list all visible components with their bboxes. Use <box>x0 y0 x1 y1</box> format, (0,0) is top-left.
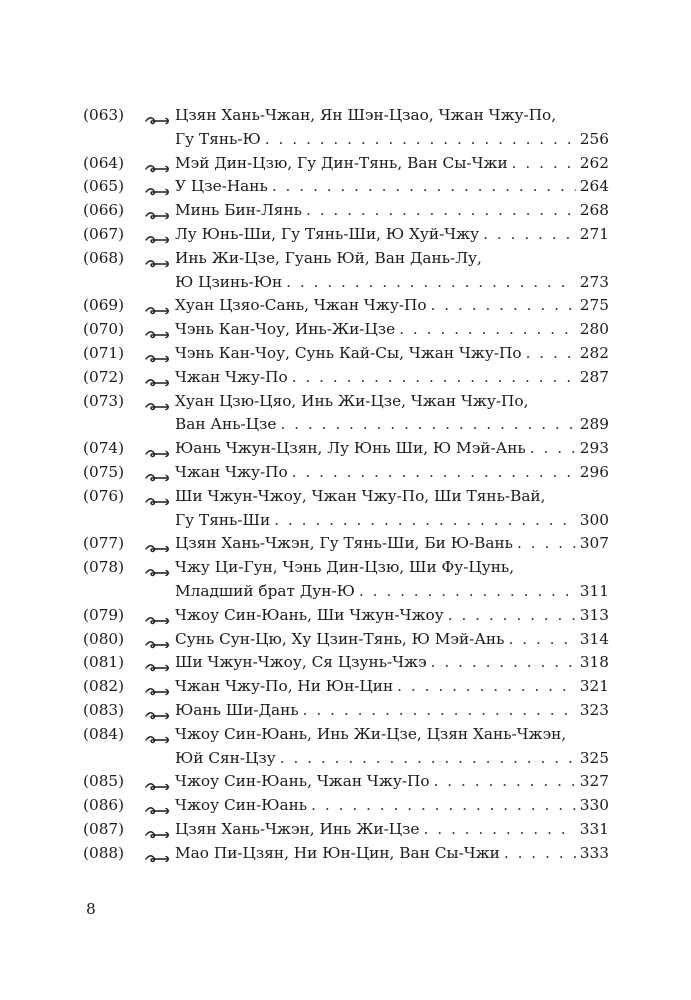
entry-page: 333 <box>579 843 609 862</box>
entry-page: 327 <box>579 772 609 791</box>
swirl-ornament-icon <box>145 349 171 361</box>
swirl-ornament-icon <box>145 777 171 789</box>
entry-number: (065) <box>83 177 125 196</box>
dot-leader <box>504 842 576 866</box>
dot-leader <box>431 294 576 318</box>
toc-line <box>83 318 609 342</box>
dot-leader <box>280 747 576 771</box>
entry-title: Цзян Хань-Чжэн, Инь Жи-Цзе <box>175 819 420 838</box>
toc-line <box>83 818 609 842</box>
toc-line <box>83 294 609 318</box>
entry-title: Гу Тянь-Ши <box>175 510 271 529</box>
toc-entry <box>83 342 609 366</box>
dot-leader <box>359 580 576 604</box>
entry-number: (063) <box>83 106 125 124</box>
entry-text <box>175 342 609 366</box>
page-number: 8 <box>86 900 96 918</box>
toc-line <box>83 699 609 723</box>
entry-number: (076) <box>83 486 125 505</box>
entry-text <box>175 294 609 318</box>
entry-page: 323 <box>579 700 609 719</box>
entry-title: Ю Цзинь-Юн <box>175 272 283 291</box>
entry-title: Юй Сян-Цзу <box>175 748 276 767</box>
entry-number: (075) <box>83 462 125 481</box>
entry-page: 273 <box>579 272 609 291</box>
dot-leader <box>311 794 576 818</box>
toc-line <box>83 604 609 628</box>
entry-title: Инь Жи-Цзе, Гуань Юй, Ван Дань-Лу, <box>175 248 482 267</box>
toc-entry <box>83 628 609 652</box>
toc-line <box>83 128 609 152</box>
entry-title: Младший брат Дун-Ю <box>175 581 355 600</box>
entry-title: Сунь Сун-Цю, Ху Цзин-Тянь, Ю Мэй-Ань <box>175 629 505 648</box>
entry-title: Минь Бин-Лянь <box>175 201 302 220</box>
dot-leader <box>431 651 576 675</box>
toc-line <box>83 152 609 176</box>
toc-entry <box>83 294 609 318</box>
entry-title: У Цзе-Нань <box>175 177 268 196</box>
entry-number: (088) <box>83 843 125 862</box>
toc-entry <box>83 532 609 556</box>
entry-number: (074) <box>83 439 125 458</box>
swirl-ornament-icon <box>145 492 171 504</box>
entry-text <box>175 770 609 794</box>
entry-title: Чжоу Син-Юань, Ши Чжун-Чжоу <box>175 605 444 624</box>
dot-leader <box>303 699 576 723</box>
entry-page: 311 <box>579 581 609 600</box>
entry-title: Чжоу Син-Юань, Инь Жи-Цзе, Цзян Хань-Чжэн, <box>175 724 567 743</box>
entry-text <box>175 699 609 723</box>
entry-text <box>175 175 609 199</box>
entry-number: (069) <box>83 296 125 315</box>
entry-title: Ши Чжун-Чжоу, Чжан Чжу-По, Ши Тянь-Вай, <box>175 486 546 505</box>
swirl-ornament-icon <box>145 563 171 575</box>
swirl-ornament-icon <box>145 230 171 242</box>
swirl-ornament-icon <box>145 325 171 337</box>
entry-page: 314 <box>579 629 609 648</box>
dot-leader <box>265 128 576 152</box>
toc-line <box>83 532 609 556</box>
toc-line <box>83 366 609 390</box>
entry-page: 300 <box>579 510 609 529</box>
entry-text <box>175 271 609 295</box>
toc-entry <box>83 390 609 438</box>
entry-text <box>175 223 609 247</box>
entry-text <box>175 651 609 675</box>
entry-page: 321 <box>579 677 609 696</box>
toc-entry <box>83 604 609 628</box>
entry-text <box>175 413 609 437</box>
entry-text <box>175 628 609 652</box>
entry-number: (068) <box>83 248 125 267</box>
entry-title: Чжан Чжу-По <box>175 462 288 481</box>
entry-number: (067) <box>83 224 125 243</box>
dot-leader <box>399 318 576 342</box>
entry-text <box>175 247 609 271</box>
swirl-ornament-icon <box>145 825 171 837</box>
entry-title: Юань Чжун-Цзян, Лу Юнь Ши, Ю Мэй-Ань <box>175 439 526 458</box>
entry-page: 296 <box>579 462 609 481</box>
toc-line <box>83 770 609 794</box>
entry-number: (071) <box>83 343 125 362</box>
toc-line <box>83 199 609 223</box>
entry-number: (085) <box>83 772 125 791</box>
entry-title: Мэй Дин-Цзю, Гу Дин-Тянь, Ван Сы-Чжи <box>175 153 508 172</box>
entry-text <box>175 199 609 223</box>
entry-number: (066) <box>83 201 125 220</box>
dot-leader <box>483 223 576 247</box>
swirl-ornament-icon <box>145 730 171 742</box>
entry-text <box>175 461 609 485</box>
entry-text <box>175 580 609 604</box>
swirl-ornament-icon <box>145 206 171 218</box>
entry-text <box>175 747 609 771</box>
swirl-ornament-icon <box>145 301 171 313</box>
entry-title: Чэнь Кан-Чоу, Сунь Кай-Сы, Чжан Чжу-По <box>175 343 522 362</box>
dot-leader <box>526 342 576 366</box>
toc-line <box>83 723 609 747</box>
entry-title: Чжу Ци-Гун, Чэнь Дин-Цзю, Ши Фу-Цунь, <box>175 558 515 577</box>
entry-page: 271 <box>579 224 609 243</box>
entry-number: (078) <box>83 558 125 577</box>
entry-text <box>175 532 609 556</box>
entry-number: (081) <box>83 653 125 672</box>
entry-page: 307 <box>579 534 609 553</box>
toc-entry <box>83 770 609 794</box>
dot-leader <box>272 175 576 199</box>
dot-leader <box>508 628 575 652</box>
toc-line <box>83 271 609 295</box>
entry-title: Цзян Хань-Чжан, Ян Шэн-Цзао, Чжан Чжу-По, <box>175 106 557 124</box>
entry-number: (084) <box>83 724 125 743</box>
entry-text <box>175 794 609 818</box>
entry-number: (064) <box>83 153 125 172</box>
toc-entry <box>83 247 609 295</box>
table-of-contents <box>83 104 609 866</box>
entry-title: Гу Тянь-Ю <box>175 129 261 148</box>
entry-text <box>175 818 609 842</box>
entry-page: 289 <box>579 415 609 434</box>
toc-entry <box>83 104 609 152</box>
toc-line <box>83 651 609 675</box>
swirl-ornament-icon <box>145 611 171 623</box>
swirl-ornament-icon <box>145 658 171 670</box>
entry-page: 330 <box>579 796 609 815</box>
toc-line <box>83 342 609 366</box>
toc-entry <box>83 223 609 247</box>
dot-leader <box>397 675 576 699</box>
swirl-ornament-icon <box>145 159 171 171</box>
toc-entry <box>83 199 609 223</box>
swirl-ornament-icon <box>145 182 171 194</box>
toc-line <box>83 175 609 199</box>
entry-text <box>175 104 609 128</box>
entry-title: Чжан Чжу-По, Ни Юн-Цин <box>175 677 394 696</box>
dot-leader <box>448 604 576 628</box>
entry-text <box>175 842 609 866</box>
entry-page: 262 <box>579 153 609 172</box>
entry-page: 268 <box>579 201 609 220</box>
entry-number: (073) <box>83 391 125 410</box>
entry-text <box>175 675 609 699</box>
toc-entry <box>83 651 609 675</box>
entry-page: 264 <box>579 177 609 196</box>
entry-text <box>175 366 609 390</box>
toc-line <box>83 580 609 604</box>
swirl-ornament-icon <box>145 111 171 123</box>
swirl-ornament-icon <box>145 254 171 266</box>
entry-text <box>175 318 609 342</box>
toc-entry <box>83 794 609 818</box>
toc-line <box>83 104 609 128</box>
dot-leader <box>434 770 576 794</box>
toc-line <box>83 675 609 699</box>
entry-number: (087) <box>83 819 125 838</box>
toc-line <box>83 390 609 414</box>
toc-entry <box>83 437 609 461</box>
toc-line <box>83 247 609 271</box>
entry-text <box>175 723 609 747</box>
toc-line <box>83 485 609 509</box>
entry-number: (086) <box>83 796 125 815</box>
entry-page: 256 <box>579 129 609 148</box>
entry-title: Ши Чжун-Чжоу, Ся Цзунь-Чжэ <box>175 653 427 672</box>
swirl-ornament-icon <box>145 373 171 385</box>
dot-leader <box>286 271 576 295</box>
entry-title: Юань Ши-Дань <box>175 700 299 719</box>
dot-leader <box>292 366 576 390</box>
toc-line <box>83 509 609 533</box>
entry-title: Ван Ань-Цзе <box>175 415 277 434</box>
toc-entry <box>83 699 609 723</box>
toc-entry <box>83 318 609 342</box>
entry-number: (080) <box>83 629 125 648</box>
entry-number: (077) <box>83 534 125 553</box>
entry-page: 331 <box>579 819 609 838</box>
entry-title: Хуан Цзяо-Сань, Чжан Чжу-По <box>175 296 427 315</box>
entry-page: 313 <box>579 605 609 624</box>
toc-line <box>83 437 609 461</box>
swirl-ornament-icon <box>145 801 171 813</box>
swirl-ornament-icon <box>145 682 171 694</box>
toc-entry <box>83 818 609 842</box>
entry-page: 318 <box>579 653 609 672</box>
toc-entry <box>83 723 609 771</box>
entry-number: (072) <box>83 367 125 386</box>
swirl-ornament-icon <box>145 635 171 647</box>
entry-title: Хуан Цзю-Цяо, Инь Жи-Цзе, Чжан Чжу-По, <box>175 391 529 410</box>
entry-text <box>175 128 609 152</box>
toc-line <box>83 413 609 437</box>
toc-line <box>83 461 609 485</box>
entry-title: Чжоу Син-Юань, Чжан Чжу-По <box>175 772 430 791</box>
entry-title: Лу Юнь-Ши, Гу Тянь-Ши, Ю Хуй-Чжу <box>175 224 480 243</box>
entry-title: Чэнь Кан-Чоу, Инь-Жи-Цзе <box>175 320 396 339</box>
swirl-ornament-icon <box>145 849 171 861</box>
dot-leader <box>517 532 576 556</box>
entry-page: 287 <box>579 367 609 386</box>
toc-line <box>83 794 609 818</box>
entry-text <box>175 437 609 461</box>
toc-entry <box>83 556 609 604</box>
toc-entry <box>83 152 609 176</box>
toc-entry <box>83 175 609 199</box>
toc-line <box>83 747 609 771</box>
entry-text <box>175 152 609 176</box>
toc-entry <box>83 675 609 699</box>
dot-leader <box>292 461 576 485</box>
entry-title: Чжоу Син-Юань <box>175 796 308 815</box>
toc-line <box>83 223 609 247</box>
entry-number: (083) <box>83 700 125 719</box>
toc-entry <box>83 366 609 390</box>
swirl-ornament-icon <box>145 539 171 551</box>
entry-page: 275 <box>579 296 609 315</box>
swirl-ornament-icon <box>145 444 171 456</box>
dot-leader <box>530 437 576 461</box>
entry-page: 325 <box>579 748 609 767</box>
entry-title: Чжан Чжу-По <box>175 367 288 386</box>
entry-page: 282 <box>579 343 609 362</box>
swirl-ornament-icon <box>145 397 171 409</box>
dot-leader <box>512 152 576 176</box>
entry-number: (070) <box>83 320 125 339</box>
dot-leader <box>424 818 576 842</box>
entry-page: 280 <box>579 320 609 339</box>
entry-text <box>175 556 609 580</box>
swirl-ornament-icon <box>145 706 171 718</box>
dot-leader <box>306 199 576 223</box>
entry-title: Цзян Хань-Чжэн, Гу Тянь-Ши, Би Ю-Вань <box>175 534 513 553</box>
entry-text <box>175 390 609 414</box>
toc-line <box>83 628 609 652</box>
entry-text <box>175 485 609 509</box>
entry-number: (079) <box>83 605 125 624</box>
swirl-ornament-icon <box>145 468 171 480</box>
entry-number: (082) <box>83 677 125 696</box>
entry-page: 293 <box>579 439 609 458</box>
toc-entry <box>83 485 609 533</box>
entry-text <box>175 604 609 628</box>
toc-entry <box>83 842 609 866</box>
toc-line <box>83 842 609 866</box>
entry-title: Мао Пи-Цзян, Ни Юн-Цин, Ван Сы-Чжи <box>175 843 500 862</box>
toc-line <box>83 556 609 580</box>
dot-leader <box>274 509 576 533</box>
entry-text <box>175 509 609 533</box>
toc-entry <box>83 461 609 485</box>
dot-leader <box>280 413 575 437</box>
